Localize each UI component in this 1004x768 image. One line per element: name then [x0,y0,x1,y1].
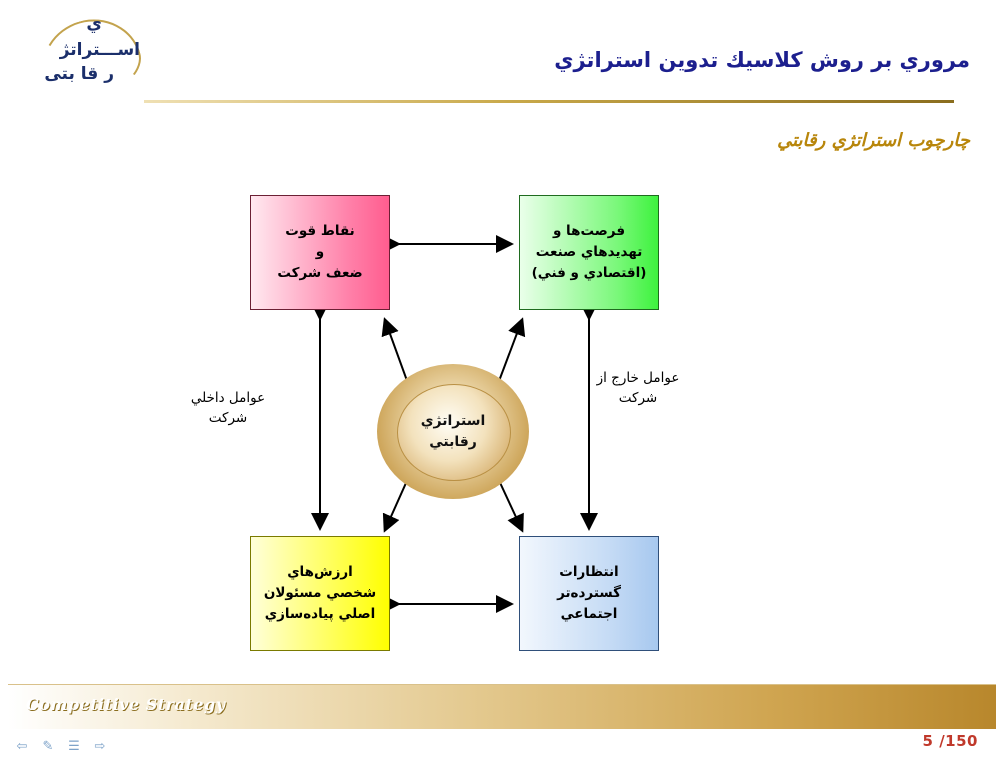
box-values-line-1: ارزش‌هاي [287,564,353,581]
caption-internal-factors [168,388,288,429]
center-node-label [377,364,529,499]
diagram-center-node [377,364,529,499]
logo-line-2: اســـتراتژ [59,40,140,60]
box-values-line-3: اصلي پياده‌سازي [264,605,376,622]
header-divider [144,100,954,103]
logo [24,14,154,104]
caption-external-line-1: عوامل خارج از [596,370,680,386]
logo-line-3: ر قا بتى [44,64,114,84]
caption-external-line-2: شركت [618,390,658,407]
box-opportunities-line-2: تهديدهاي صنعت [535,244,643,261]
box-strengths-line-1: نقاط قوت [285,223,355,240]
forward-icon[interactable]: ⇨ [94,739,106,754]
box-expectations-line-1: انتظارات [559,564,619,581]
caption-internal-line-2: شركت [208,410,248,427]
logo-line-1: ي [86,14,102,34]
navigation-controls[interactable] [14,740,108,754]
page-title: مروري بر روش كلاسيك تدوين استراتژي [554,48,970,72]
footer-title: Competitive Strategy [26,695,226,714]
caption-external-factors [578,368,698,409]
box-expectations-line-2: گسترده‌تر [557,585,621,602]
box-strengths-line-2: و [315,244,325,261]
diagram-box-expectations [519,536,659,651]
center-label-line-2: رقابتي [429,433,477,450]
pen-icon[interactable]: ✎ [42,739,54,754]
center-label-line-1: استراتژي [420,412,486,429]
page-subtitle: چارچوب استراتژي رقابتي [777,130,970,151]
page-number: 5 /150 [922,732,978,750]
caption-internal-line-1: عوامل داخلي [190,390,266,406]
notes-icon[interactable]: ☰ [68,739,80,754]
box-opportunities-line-1: فرصت‌ها و [552,223,626,240]
diagram-box-opportunities [519,195,659,310]
box-values-line-2: شخصي مسئولان [263,585,377,602]
box-strengths-line-3: ضعف شركت [277,264,363,281]
back-icon[interactable]: ⇦ [16,739,28,754]
diagram-box-values [250,536,390,651]
box-expectations-line-3: اجتماعي [560,605,618,622]
box-opportunities-line-3: (اقتصادي و فني) [531,264,647,281]
diagram-box-strengths [250,195,390,310]
